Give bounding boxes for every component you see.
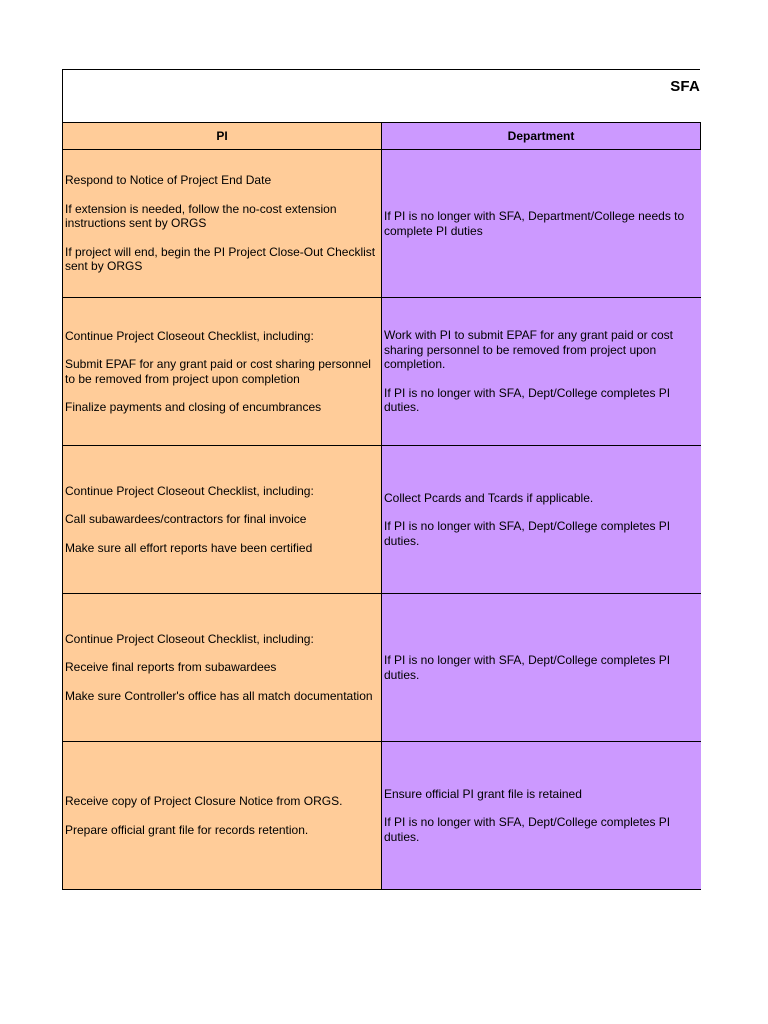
table-row — [63, 298, 701, 446]
title-row — [62, 69, 700, 122]
cell-text: Collect Pcards and Tcards if applicable. — [384, 490, 594, 505]
cell-text: Finalize payments and closing of encumbrances — [65, 400, 322, 414]
department-column-header: Department — [382, 123, 701, 150]
table-row — [63, 742, 701, 890]
department-cell — [382, 594, 701, 742]
table-row — [63, 446, 701, 594]
cell-text: Continue Project Closeout Checklist, including: — [65, 328, 314, 343]
cell-text: Continue Project Closeout Checklist, including: — [65, 483, 314, 498]
department-cell — [382, 298, 701, 446]
cell-text: Submit EPAF for any grant paid or cost sharing personnel to be removed from project upon completion — [65, 357, 371, 386]
cell-text: If PI is no longer with SFA, Dept/College completes PI duties. — [384, 385, 671, 415]
cell-text: If PI is no longer with SFA, Dept/College completes PI duties. — [384, 519, 671, 548]
pi-cell — [63, 594, 382, 742]
cell-text: Make sure all effort reports have been certified — [65, 540, 313, 555]
cell-text: Prepare official grant file for records retention. — [65, 822, 309, 837]
pi-cell — [63, 742, 382, 890]
cell-text: Receive final reports from subawardees — [65, 660, 277, 675]
cell-text: Make sure Controller's office has all match documentation — [65, 688, 373, 703]
cell-text: If PI is no longer with SFA, Department/College needs to complete PI duties — [384, 209, 685, 238]
sheet-title: SFA — [670, 78, 700, 95]
closeout-sheet — [62, 69, 700, 890]
cell-text: Continue Project Closeout Checklist, including: — [65, 631, 314, 646]
cell-text: Work with PI to submit EPAF for any grant paid or cost sharing personnel to be removed from project upon completion. — [384, 328, 674, 372]
pi-cell — [63, 150, 382, 298]
cell-text: Ensure official PI grant file is retained — [384, 786, 582, 801]
department-cell — [382, 150, 701, 298]
department-cell — [382, 742, 701, 890]
cell-text: If project will end, begin the PI Project Close-Out Checklist sent by ORGS — [65, 244, 376, 274]
cell-text: If PI is no longer with SFA, Dept/College completes PI duties. — [384, 653, 671, 682]
pi-cell — [63, 446, 382, 594]
responsibility-table — [62, 122, 701, 890]
table-row — [63, 150, 701, 298]
cell-text: If extension is needed, follow the no-cost extension instructions sent by ORGS — [65, 201, 337, 231]
pi-column-header: PI — [63, 123, 382, 150]
table-row — [63, 594, 701, 742]
cell-text: Receive copy of Project Closure Notice from ORGS. — [65, 794, 343, 808]
cell-text: Respond to Notice of Project End Date — [65, 173, 272, 188]
cell-text: If PI is no longer with SFA, Dept/College completes PI duties. — [384, 815, 671, 844]
pi-cell — [63, 298, 382, 446]
department-cell — [382, 446, 701, 594]
header-row — [63, 123, 701, 150]
cell-text: Call subawardees/contractors for final invoice — [65, 512, 307, 527]
